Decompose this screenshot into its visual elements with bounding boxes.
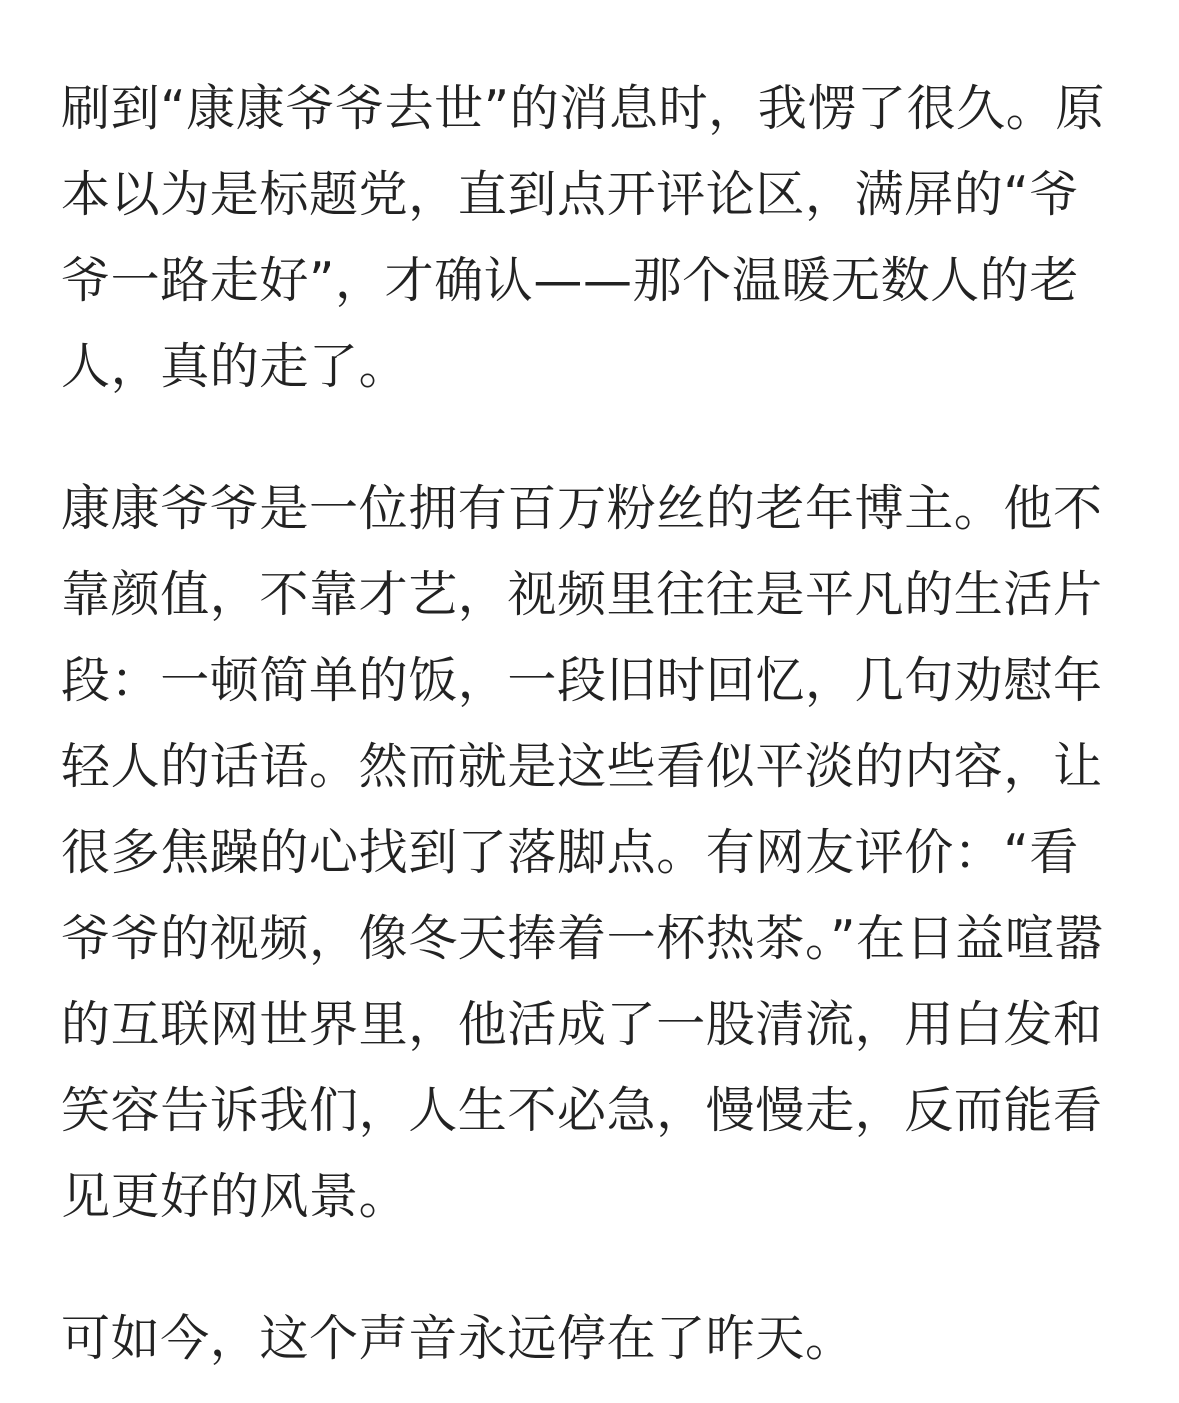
paragraph-about-blogger: 康康爷爷是一位拥有百万粉丝的老年博主。他不靠颜值，不靠才艺，视频里往往是平凡的生活片段：一顿简单的饭，一段旧时回忆，几句劝慰年轻人的话语。然而就是这些看似平淡的内容，让很多焦躁的心找到了落脚点。有网友评价：“看爷爷的视频，像冬天捧着一杯热茶。”在日益喧嚣的互联网世界里，他活成了一股清流，用白发和笑容告诉我们，人生不必急，慢慢走，反而能看见更好的风景。	[61, 480, 1105, 1225]
paragraph-closing: 可如今，这个声音永远停在了昨天。	[61, 1310, 855, 1367]
paragraph-news-of-passing: 刷到“康康爷爷去世”的消息时，我愣了很久。原本以为是标题党，直到点开评论区，满屏的“爷爷一路走好”，才确认——那个温暖无数人的老人，真的走了。	[61, 80, 1105, 395]
article-body	[61, 66, 1119, 1382]
